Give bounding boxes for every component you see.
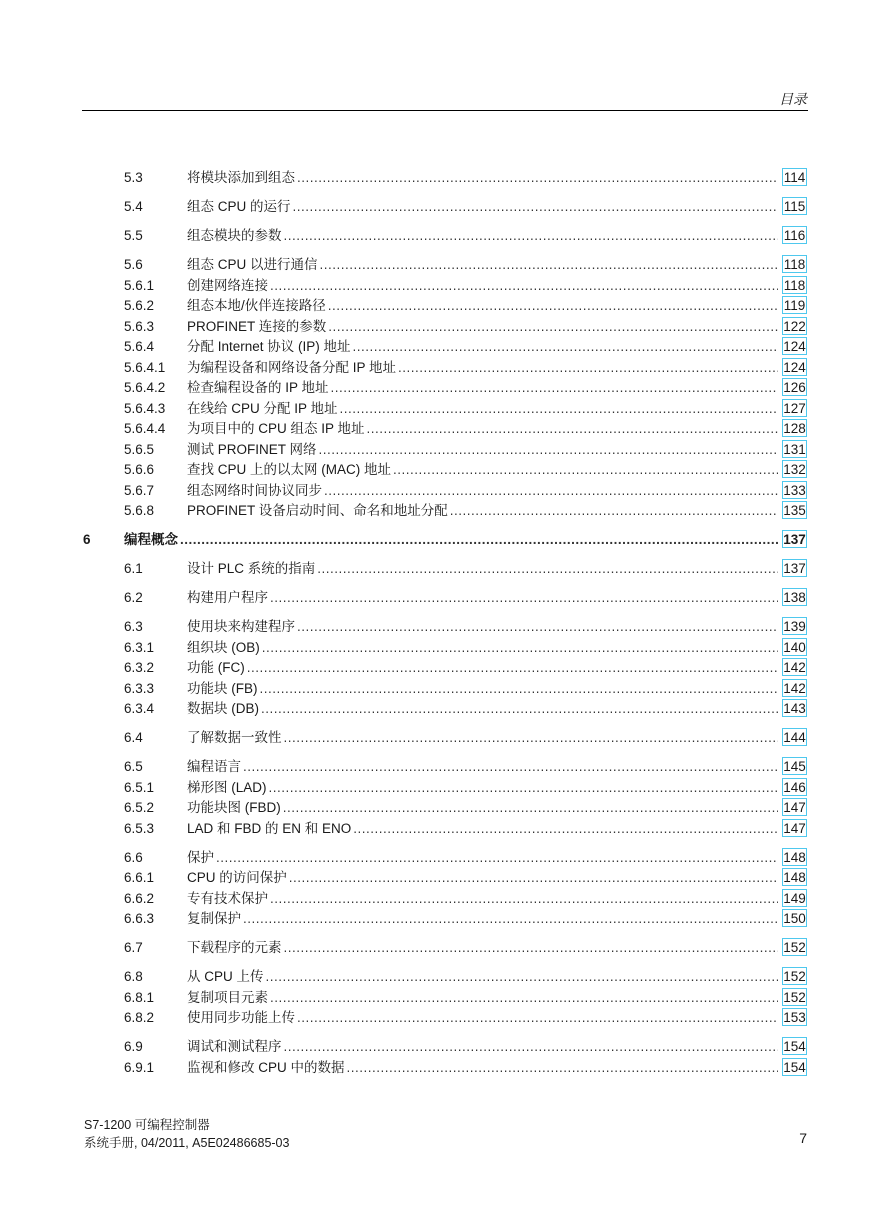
toc-page-link[interactable]: 119 (783, 298, 806, 313)
footer-product: S7-1200 可编程控制器 (84, 1118, 210, 1132)
toc-dot-leader (297, 617, 778, 637)
toc-entry-title[interactable]: 构建用户程序 (187, 590, 268, 605)
toc-dot-leader (398, 358, 778, 378)
toc-page-link[interactable]: 154 (783, 1039, 806, 1054)
toc-page-link[interactable]: 118 (783, 277, 806, 293)
toc-entry-line (187, 197, 778, 217)
toc-entry-line (187, 276, 778, 296)
toc-entry-title[interactable]: 组态模块的参数 (187, 228, 282, 243)
toc-dot-leader (353, 337, 778, 357)
toc-entry[interactable] (0, 460, 869, 481)
toc-entry-line (187, 638, 778, 658)
toc-entry-line (187, 317, 778, 337)
toc-dot-leader (284, 938, 779, 958)
page-header-title: 目录 (779, 91, 807, 107)
toc-page-link[interactable]: 149 (783, 890, 806, 906)
toc-dot-leader (262, 638, 778, 658)
toc-entry-line (187, 481, 778, 501)
toc-dot-leader (347, 1058, 778, 1078)
toc-page-link[interactable]: 143 (783, 701, 806, 716)
toc-page-link[interactable]: 137 (783, 561, 806, 576)
toc-entry-number: 5.6.4.3 (124, 400, 166, 416)
toc-entry-line (187, 938, 778, 958)
toc-dot-leader (340, 399, 778, 419)
toc-dot-leader (247, 658, 778, 678)
toc-dot-leader (328, 296, 778, 316)
toc-entry-line (187, 255, 778, 275)
toc-page-link[interactable]: 124 (783, 359, 806, 375)
toc-dot-leader (243, 909, 778, 929)
toc-entry[interactable] (0, 728, 869, 749)
toc-entry-line (187, 460, 778, 480)
toc-entry-title[interactable]: CPU 的访问保护 (187, 870, 287, 885)
toc-page-link[interactable]: 148 (783, 870, 806, 885)
toc-entry-number: 5.6.4.2 (124, 380, 166, 395)
toc-entry-title[interactable]: 组态 CPU 的运行 (187, 199, 291, 214)
toc-entry[interactable] (0, 1008, 869, 1029)
toc-page-link[interactable]: 124 (783, 339, 806, 354)
toc-entry-number: 6.5.3 (124, 820, 155, 836)
toc-dot-leader (324, 481, 778, 501)
toc-page-link[interactable]: 137 (783, 532, 806, 547)
toc-entry-line (187, 419, 778, 439)
toc-entry[interactable] (0, 276, 869, 297)
toc-entry-title[interactable]: 组态网络时间协议同步 (187, 482, 322, 498)
toc-entry-title[interactable]: 复制项目元素 (187, 989, 268, 1005)
toc-entry-line (187, 848, 778, 868)
toc-entry-line (124, 530, 778, 550)
toc-entry-title[interactable]: 设计 PLC 系统的指南 (187, 561, 316, 576)
toc-page-link[interactable]: 115 (783, 199, 806, 214)
toc-dot-leader (450, 501, 778, 521)
toc-entry-title[interactable]: 组态本地/伙伴连接路径 (187, 298, 326, 313)
toc-entry-title[interactable]: 下载程序的元素 (187, 940, 282, 955)
toc-entry[interactable] (0, 440, 869, 461)
toc-entry[interactable] (0, 658, 869, 679)
toc-page-link[interactable]: 138 (783, 590, 806, 605)
toc-entry[interactable] (0, 168, 869, 189)
toc-entry[interactable] (0, 798, 869, 819)
toc-dot-leader (393, 460, 778, 480)
toc-dot-leader (270, 988, 778, 1008)
toc-dot-leader (289, 868, 778, 888)
toc-page-link[interactable]: 150 (783, 911, 806, 926)
toc-entry-line (187, 378, 778, 398)
toc-page-link[interactable]: 154 (783, 1059, 806, 1075)
toc-dot-leader (180, 530, 778, 550)
toc-entry[interactable] (0, 588, 869, 609)
toc-entry-number: 5.6.2 (124, 298, 155, 313)
toc-entry-title[interactable]: 测试 PROFINET 网络 (187, 441, 317, 457)
toc-entry-title[interactable]: 查找 CPU 上的以太网 (MAC) 地址 (187, 462, 391, 477)
toc-entry[interactable] (0, 1058, 869, 1079)
toc-entry-title[interactable]: 功能块 (FB) (187, 680, 258, 696)
table-of-contents (0, 168, 869, 1078)
toc-entry-number: 6.2 (124, 590, 143, 605)
footer-manual-info: 系统手册, 04/2011, A5E02486685-03 (84, 1136, 290, 1150)
toc-dot-leader (320, 255, 778, 275)
toc-dot-leader (319, 440, 778, 460)
footer-page-number: 7 (799, 1130, 807, 1146)
toc-entry-title[interactable]: 组态 CPU 以进行通信 (187, 257, 318, 272)
toc-entry[interactable] (0, 699, 869, 720)
toc-dot-leader (284, 1037, 779, 1057)
toc-entry-title[interactable]: 调试和测试程序 (187, 1039, 282, 1054)
toc-dot-leader (269, 778, 778, 798)
toc-entry-number: 6.6.3 (124, 911, 155, 926)
header-rule (82, 110, 808, 111)
toc-page-link[interactable]: 142 (783, 660, 806, 675)
toc-entry-number: 5.6.4.1 (124, 359, 166, 375)
toc-entry[interactable] (0, 988, 869, 1009)
toc-entry[interactable] (0, 317, 869, 338)
toc-page-link[interactable]: 118 (783, 257, 806, 272)
toc-entry-number: 6.6.1 (124, 870, 155, 885)
toc-entry-number: 6.4 (124, 730, 143, 745)
toc-entry-title[interactable]: 检查编程设备的 IP 地址 (187, 380, 329, 395)
toc-page-link[interactable]: 147 (783, 800, 806, 815)
toc-entry-number: 5.4 (124, 199, 143, 214)
toc-entry-title[interactable]: PROFINET 设备启动时间、命名和地址分配 (187, 503, 448, 518)
toc-entry-number: 6.9 (124, 1039, 143, 1054)
toc-dot-leader (317, 559, 778, 579)
toc-entry-line (187, 798, 778, 818)
toc-dot-leader (270, 889, 778, 909)
toc-page-link[interactable]: 132 (783, 462, 806, 477)
toc-entry-line (187, 296, 778, 316)
toc-dot-leader (266, 967, 778, 987)
toc-dot-leader (243, 757, 778, 777)
toc-entry-line (187, 757, 778, 777)
toc-entry-title[interactable]: 功能 (FC) (187, 660, 245, 675)
toc-entry-title[interactable]: 使用同步功能上传 (187, 1010, 295, 1025)
toc-page-link[interactable]: 152 (783, 989, 806, 1005)
toc-entry-number: 5.6 (124, 257, 143, 272)
toc-dot-leader (216, 848, 778, 868)
toc-entry-number: 5.6.1 (124, 277, 155, 293)
toc-entry-title[interactable]: 复制保护 (187, 911, 241, 926)
toc-entry-line (187, 588, 778, 608)
toc-entry-number: 6.7 (124, 940, 143, 955)
toc-entry-number: 5.6.6 (124, 462, 155, 477)
toc-chapter-entry[interactable] (0, 530, 869, 551)
toc-entry-line (187, 699, 778, 719)
toc-entry[interactable] (0, 638, 869, 659)
toc-entry[interactable] (0, 481, 869, 502)
toc-entry-title[interactable]: 将模块添加到组态 (187, 170, 295, 185)
toc-entry-title[interactable]: 组织块 (OB) (187, 639, 260, 655)
toc-entry-number: 6.1 (124, 561, 143, 576)
toc-entry[interactable] (0, 757, 869, 778)
toc-entry[interactable] (0, 399, 869, 420)
toc-dot-leader (284, 226, 779, 246)
toc-page-link[interactable]: 145 (783, 759, 806, 774)
toc-entry[interactable] (0, 1037, 869, 1058)
toc-page-link[interactable]: 128 (783, 421, 806, 436)
toc-entry-line (187, 967, 778, 987)
toc-page-link[interactable]: 142 (783, 680, 806, 696)
toc-entry[interactable] (0, 938, 869, 959)
toc-dot-leader (297, 168, 778, 188)
toc-entry-line (187, 337, 778, 357)
toc-entry-number: 6.3.3 (124, 680, 155, 696)
toc-entry-line (187, 679, 778, 699)
toc-entry-line (187, 889, 778, 909)
toc-entry-number: 6.8 (124, 969, 143, 984)
toc-entry-line (187, 819, 778, 839)
toc-entry-line (187, 778, 778, 798)
toc-dot-leader (367, 419, 778, 439)
toc-entry[interactable] (0, 296, 869, 317)
toc-entry[interactable] (0, 255, 869, 276)
toc-dot-leader (284, 728, 779, 748)
toc-page-link[interactable]: 131 (783, 441, 806, 457)
toc-entry-number: 6.3.4 (124, 701, 155, 716)
toc-entry-title[interactable]: 保护 (187, 849, 214, 865)
toc-entry-line (187, 399, 778, 419)
toc-entry-line (187, 988, 778, 1008)
toc-entry[interactable] (0, 617, 869, 638)
toc-entry-number: 5.6.8 (124, 503, 155, 518)
toc-entry-line (187, 658, 778, 678)
toc-entry-title[interactable]: 了解数据一致性 (187, 730, 282, 745)
toc-entry-title[interactable]: 从 CPU 上传 (187, 969, 264, 984)
toc-entry-number: 6.8.1 (124, 989, 155, 1005)
toc-entry-title[interactable]: 功能块图 (FBD) (187, 800, 281, 815)
toc-entry-line (187, 226, 778, 246)
toc-entry-number: 5.6.3 (124, 318, 155, 334)
toc-entry[interactable] (0, 197, 869, 218)
toc-page-link[interactable]: 133 (783, 482, 806, 498)
toc-dot-leader (270, 276, 778, 296)
toc-entry[interactable] (0, 889, 869, 910)
toc-entry-line (187, 1058, 778, 1078)
toc-entry-line (187, 909, 778, 929)
toc-entry-title[interactable]: 梯形图 (LAD) (187, 779, 267, 795)
toc-entry-number: 5.6.7 (124, 482, 155, 498)
toc-page-link[interactable]: 114 (783, 170, 806, 185)
toc-entry-number: 5.6.4 (124, 339, 155, 354)
toc-entry-title[interactable]: 创建网络连接 (187, 277, 268, 293)
toc-entry-line (187, 868, 778, 888)
toc-entry-line (187, 501, 778, 521)
toc-entry-number: 6.5 (124, 759, 143, 774)
toc-entry-title[interactable]: 编程语言 (187, 759, 241, 774)
toc-entry-number: 6.6.2 (124, 890, 155, 906)
toc-page-link[interactable]: 127 (783, 400, 806, 416)
toc-entry[interactable] (0, 559, 869, 580)
toc-dot-leader (261, 699, 778, 719)
toc-entry-title[interactable]: 监视和修改 CPU 中的数据 (187, 1059, 345, 1075)
toc-page-link[interactable]: 135 (783, 503, 806, 518)
toc-entry-line (187, 617, 778, 637)
toc-entry[interactable] (0, 337, 869, 358)
toc-page-link[interactable]: 122 (783, 318, 806, 334)
toc-entry-title[interactable]: 在线给 CPU 分配 IP 地址 (187, 400, 338, 416)
toc-page-link[interactable]: 152 (783, 940, 806, 955)
toc-page-link[interactable]: 148 (783, 849, 806, 865)
toc-entry-line (187, 1037, 778, 1057)
toc-dot-leader (353, 819, 778, 839)
toc-entry-line (187, 440, 778, 460)
toc-entry-title[interactable]: 编程概念 (124, 532, 178, 547)
toc-entry-number: 6.3.2 (124, 660, 155, 675)
toc-entry-title[interactable]: 数据块 (DB) (187, 701, 259, 716)
toc-dot-leader (297, 1008, 778, 1028)
toc-entry[interactable] (0, 226, 869, 247)
toc-entry[interactable] (0, 868, 869, 889)
toc-entry[interactable] (0, 967, 869, 988)
toc-entry-number: 5.3 (124, 170, 143, 185)
toc-dot-leader (331, 378, 778, 398)
toc-page-link[interactable]: 147 (783, 820, 806, 836)
toc-page-link[interactable]: 116 (783, 228, 806, 243)
toc-entry-line (187, 559, 778, 579)
toc-entry[interactable] (0, 819, 869, 840)
toc-entry-number: 6 (83, 532, 91, 547)
toc-dot-leader (260, 679, 779, 699)
toc-entry[interactable] (0, 778, 869, 799)
toc-entry-number: 6.5.1 (124, 779, 155, 795)
toc-entry-number: 5.5 (124, 228, 143, 243)
toc-entry[interactable] (0, 419, 869, 440)
toc-page-link[interactable]: 146 (783, 779, 806, 795)
toc-page-link[interactable]: 140 (783, 639, 806, 655)
toc-entry-line (187, 168, 778, 188)
toc-dot-leader (293, 197, 778, 217)
toc-page-link[interactable]: 126 (783, 380, 806, 395)
toc-entry-number: 6.5.2 (124, 800, 155, 815)
toc-entry-number: 6.3.1 (124, 639, 155, 655)
toc-dot-leader (283, 798, 778, 818)
toc-entry[interactable] (0, 378, 869, 399)
toc-entry-title[interactable]: 分配 Internet 协议 (IP) 地址 (187, 339, 351, 354)
toc-entry-line (187, 728, 778, 748)
toc-entry[interactable] (0, 358, 869, 379)
toc-entry-title[interactable]: PROFINET 连接的参数 (187, 318, 327, 334)
toc-entry[interactable] (0, 501, 869, 522)
toc-entry-number: 6.6 (124, 849, 143, 865)
toc-entry-number: 6.9.1 (124, 1059, 155, 1075)
toc-entry-title[interactable]: 为编程设备和网络设备分配 IP 地址 (187, 359, 397, 375)
toc-entry[interactable] (0, 679, 869, 700)
toc-dot-leader (328, 317, 778, 337)
toc-entry-number: 5.6.5 (124, 441, 155, 457)
toc-entry[interactable] (0, 909, 869, 930)
toc-entry-number: 6.8.2 (124, 1010, 155, 1025)
toc-entry-title[interactable]: 专有技术保护 (187, 890, 268, 906)
toc-page-link[interactable]: 152 (783, 969, 806, 984)
toc-entry-title[interactable]: LAD 和 FBD 的 EN 和 ENO (187, 820, 352, 836)
toc-entry-number: 6.3 (124, 619, 143, 634)
toc-entry[interactable] (0, 848, 869, 869)
toc-page-link[interactable]: 139 (783, 619, 806, 634)
toc-page-link[interactable]: 153 (783, 1010, 806, 1025)
toc-dot-leader (270, 588, 778, 608)
toc-entry-title[interactable]: 为项目中的 CPU 组态 IP 地址 (187, 421, 365, 436)
toc-entry-line (187, 1008, 778, 1028)
toc-entry-title[interactable]: 使用块来构建程序 (187, 619, 295, 634)
toc-page-link[interactable]: 144 (783, 730, 806, 745)
toc-entry-line (187, 358, 778, 378)
toc-entry-number: 5.6.4.4 (124, 421, 166, 436)
